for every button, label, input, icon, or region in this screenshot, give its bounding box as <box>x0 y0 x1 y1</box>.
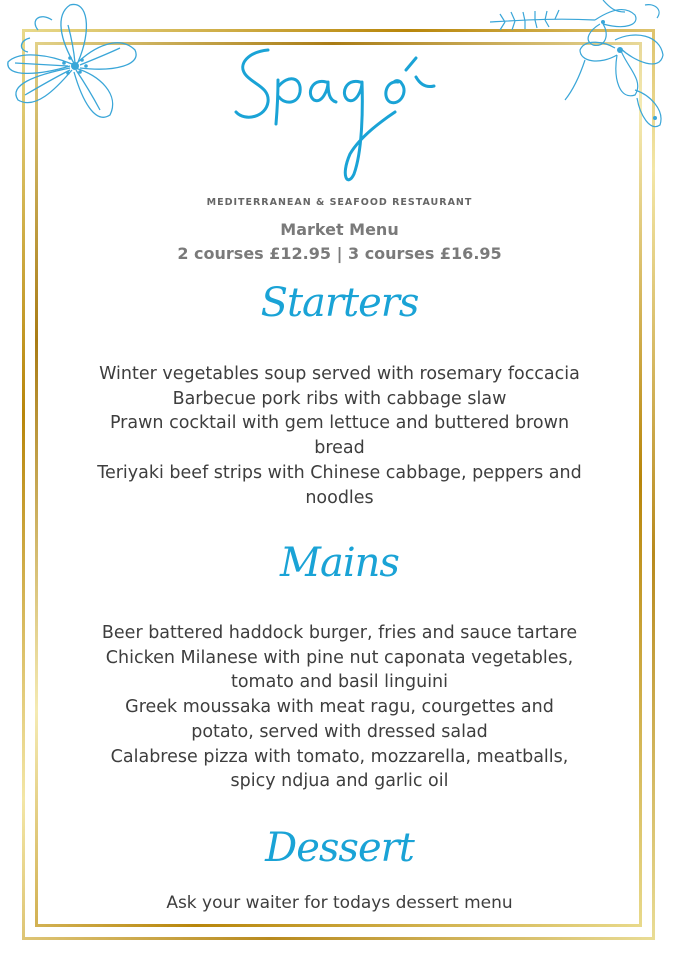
list-item: Beer battered haddock burger, fries and sauce tartare <box>101 623 578 643</box>
list-item: Winter vegetables soup served with rosemary foccacia <box>99 364 580 384</box>
menu-price: 2 courses £12.95 | 3 courses £16.95 <box>177 244 502 263</box>
list-item: Calabrese pizza with tomato, mozzarella, meatballs, spicy ndjua and garlic oil <box>110 746 569 792</box>
list-item: Chicken Milanese with pine nut caponata vegetables, tomato and basil linguini <box>105 647 574 693</box>
list-item: Teriyaki beef strips with Chinese cabbage, peppers and noodles <box>97 462 582 508</box>
starters-list <box>95 362 584 510</box>
flower-top-left-icon <box>0 0 150 130</box>
menu-title: Market Menu <box>280 220 399 239</box>
restaurant-tagline: MEDITERRANEAN & SEAFOOD RESTAURANT <box>206 197 473 208</box>
section-title-dessert: Dessert <box>265 825 414 871</box>
dessert-note: Ask your waiter for todays dessert menu <box>166 893 513 913</box>
section-title-mains: Mains <box>280 540 399 586</box>
section-title-starters: Starters <box>260 280 419 326</box>
list-item: Barbecue pork ribs with cabbage slaw <box>172 388 507 409</box>
flower-top-right-icon <box>485 0 679 140</box>
list-item: Greek moussaka with meat ragu, courgettes and potato, served with dressed salad <box>125 697 554 742</box>
mains-list <box>95 621 584 794</box>
brand-logo <box>230 42 440 192</box>
list-item: Prawn cocktail with gem lettuce and buttered brown bread <box>109 413 570 459</box>
